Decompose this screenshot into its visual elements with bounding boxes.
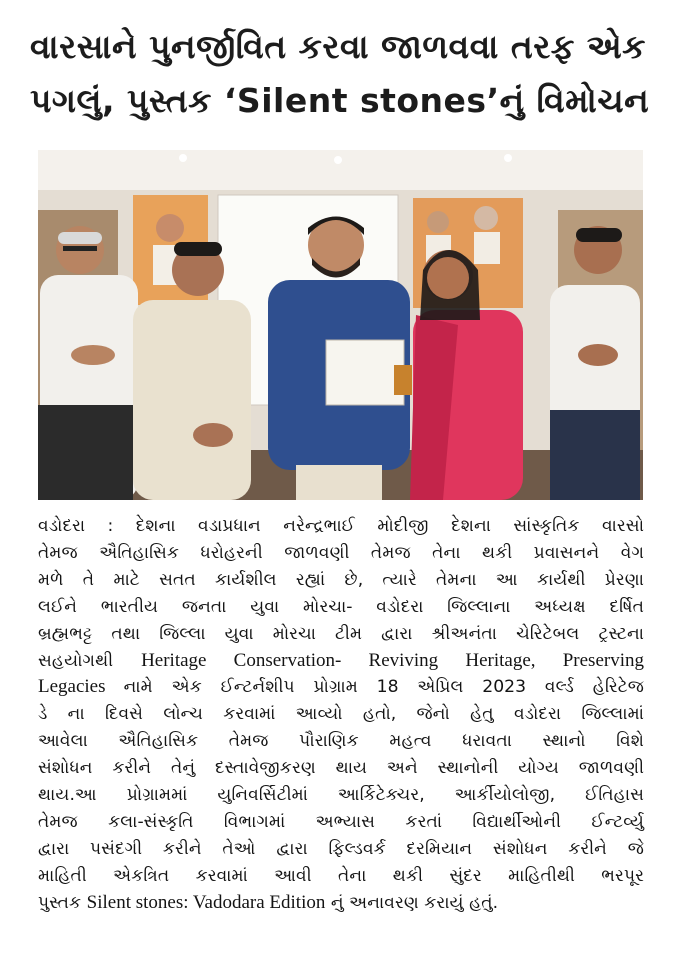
article-line: ડે ના દિવસે લોન્ચ કરવામાં આવ્યો હતો, જેનો હેતુ વડોદરા જિલ્લામાં xyxy=(38,704,644,725)
article-line: થાય.આ પ્રોગ્રામમાં યુનિવર્સિટીમાં આર્કિટેક્ચર, આર્કીયોલોજી, ઈતિહાસ xyxy=(38,785,644,806)
article-body xyxy=(38,513,644,917)
article-line: લઈને ભારતીય જનતા યુવા મોરચા- વડોદરા જિલ્લાના અધ્યક્ષ દર્ષિત xyxy=(38,596,644,617)
article-fragment: પુસ્તક xyxy=(38,892,87,913)
article-line-mixed xyxy=(38,674,644,701)
article-fragment-english: Legacies xyxy=(38,676,124,698)
article-line-mixed xyxy=(38,890,644,917)
article-line: તેમજ ઐતિહાસિક ધરોહરની જાળવણી તેમજ તેના થકી પ્રવાસનને વેગ xyxy=(38,542,644,563)
article-fragment: નામે એક ઈન્ટર્નશીપ પ્રોગ્રામ 18 એપ્રિલ 2023 વર્લ્ડ હેરિટેજ xyxy=(123,677,645,698)
article-line: મળે તે માટે સતત કાર્યશીલ રહ્યાં છે, ત્યારે તેમના આ કાર્યથી પ્રેરણા xyxy=(38,569,644,590)
headline xyxy=(30,20,650,128)
article-fragment: સહયોગથી xyxy=(38,650,142,671)
article-line: સંશોધન કરીને તેનું દસ્તાવેજીકરણ થાય અને સ્થાનોની યોગ્ય જાળવણી xyxy=(38,758,644,779)
article-fragment-english: Silent stones: Vadodara Edition xyxy=(86,891,326,913)
article-fragment-english: Heritage Conservation- Reviving Heritage, Preserving xyxy=(141,649,644,671)
photo-icon xyxy=(38,150,643,500)
article-line: બ્રહ્મભટ્ટ તથા જિલ્લા યુવા મોરચા ટીમ દ્વારા શ્રીઅનંતા ચેરિટેબલ ટ્રસ્ટના xyxy=(38,623,644,644)
news-photo xyxy=(38,150,643,500)
article-line: દ્વારા પસંદગી કરીને તેઓ દ્વારા ફિલ્ડવર્ક દરમિયાન સંશોધન કરીને જે xyxy=(38,838,644,859)
article-line-mixed xyxy=(38,648,644,675)
article-line: માહિતી એકત્રિત કરવામાં આવી તેના થકી સુંદર માહિતીથી ભરપૂર xyxy=(38,865,644,886)
article-line: વડોદરા : દેશના વડાપ્રધાન નરેન્દ્રભાઈ મોદીજી દેશના સાંસ્કૃતિક વારસો xyxy=(38,516,644,536)
article-line: આવેલા ઐતિહાસિક તેમજ પૌરાણિક મહત્વ ધરાવતા સ્થાનો વિશે xyxy=(38,731,644,752)
headline-line-1: વારસાને પુનર્જીવિત કરવા જાળવવા તરફ એક xyxy=(30,27,646,66)
article-fragment: નું અનાવરણ કરાયું હતું. xyxy=(325,892,499,913)
headline-line-2: પગલું, પુસ્તક ‘Silent stones’નું વિમોચન xyxy=(30,81,650,120)
article-line: તેમજ કલા-સંસ્કૃતિ વિભાગમાં અભ્યાસ કરતાં વિદ્યાર્થીઓની ઈન્ટર્વ્યુ xyxy=(38,811,644,832)
